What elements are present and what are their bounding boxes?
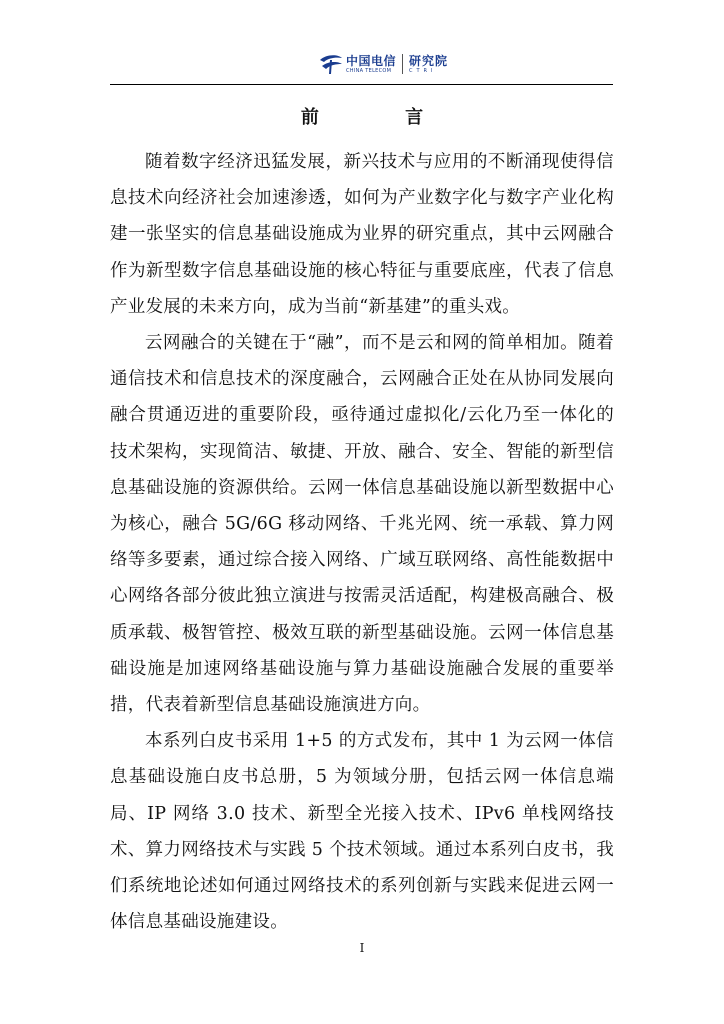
header-logo xyxy=(318,50,448,78)
header-divider xyxy=(402,54,403,74)
paragraph-3: 本系列白皮书采用 1+5 的方式发布，其中 1 为云网一体信息基础设施白皮书总册，5 为领域分册，包括云网一体信息端局、IP 网络 3.0 技术、新型全光接入技术、IPv6 单栈网络技术、算力网络技术与实践 5 个技术领域。通过本系列白皮书，我们系统地论述如何通过网络技术的系列创新与实践来促进云网一体信息基础设施建设。 xyxy=(110,731,614,933)
page-title: 前 言 xyxy=(300,107,464,128)
brand-name-en: CHINA TELECOM xyxy=(346,67,392,74)
document-body xyxy=(110,144,614,940)
china-telecom-logo-icon xyxy=(318,52,344,76)
paragraph-1: 随着数字经济迅猛发展，新兴技术与应用的不断涌现使得信息技术向经济社会加速渗透，如何为产业数字化与数字产业化构建一张坚实的信息基础设施成为业界的研究重点，其中云网融合作为新型数字信息基础设施的核心特征与重要底座，代表了信息产业发展的未来方向，成为当前“新基建”的重头戏。 xyxy=(110,152,614,317)
institute-name-en: CTRI xyxy=(409,67,437,74)
brand-name-cn: 中国电信 xyxy=(346,53,397,68)
page-header xyxy=(0,46,724,86)
institute-name-cn: 研究院 xyxy=(409,53,449,68)
page-number: I xyxy=(359,941,365,955)
paragraph-2: 云网融合的关键在于“融”，而不是云和网的简单相加。随着通信技术和信息技术的深度融合，云网融合正处在从协同发展向融合贯通迈进的重要阶段，亟待通过虚拟化/云化乃至一体化的技术架构，实现简洁、敏捷、开放、融合、安全、智能的新型信息基础设施的资源供给。云网一体信息基础设施以新型数据中心为核心，融合 5G/6G 移动网络、千兆光网、统一承载、算力网络等多要素，通过综合接入网络、广域互联网络、高性能数据中心网络各部分彼此独立演进与按需灵活适配，构建极高融合、极质承载、极智管控、极效互联的新型基础设施。云网一体信息基础设施是加速网络基础设施与算力基础设施融合发展的重要举措，代表着新型信息基础设施演进方向。 xyxy=(110,333,614,716)
header-rule xyxy=(110,84,613,85)
